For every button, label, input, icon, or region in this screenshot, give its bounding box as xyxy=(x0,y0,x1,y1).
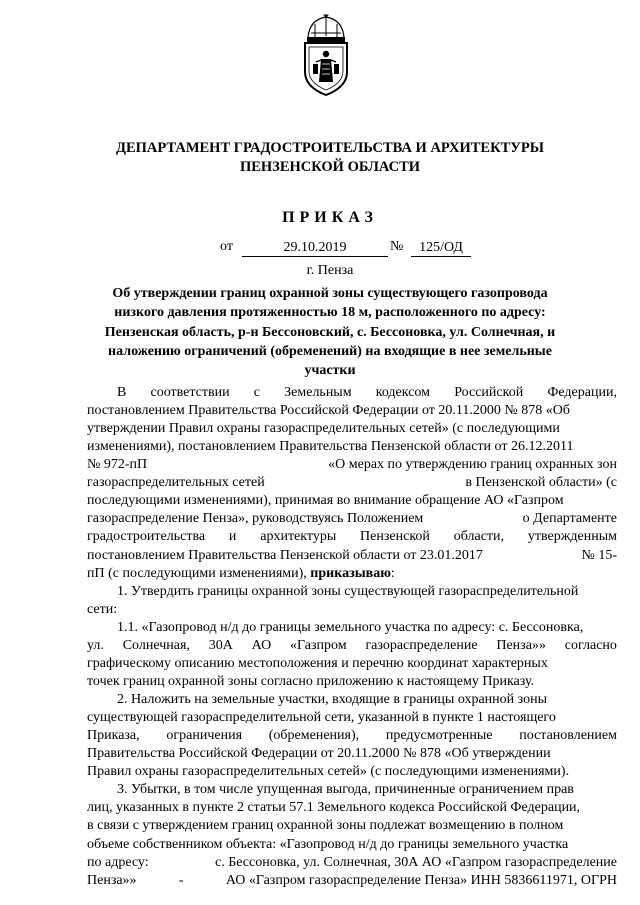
text-segment: кодексом xyxy=(375,385,431,400)
text-segment: постановлением xyxy=(519,728,617,744)
text-segment: согласно xyxy=(564,637,617,653)
text-segment: 30А xyxy=(208,637,233,653)
body-line xyxy=(87,655,548,673)
text-segment: Российской xyxy=(454,385,524,400)
subject-line: низкого давления протяженностью 18 м, расположенного по адресу: xyxy=(114,305,546,321)
body-line xyxy=(87,727,617,745)
body-line xyxy=(87,872,617,890)
text-segment: № 972-пП xyxy=(87,457,148,473)
body-line xyxy=(87,547,617,565)
text-segment: изменениями), постановлением Правительства Пензенской области от 26.12.2011 xyxy=(87,439,574,455)
body-line xyxy=(87,709,556,727)
text-segment: 2. Наложить на земельные участки, входящие в границы охранной зоны xyxy=(117,692,548,708)
text-segment: лиц, указанных в пункте 2 статьи 57.1 Земельного кодекса Российской Федерации, xyxy=(87,800,581,816)
text-segment: «Газпром xyxy=(290,637,347,653)
text-segment: с. Бессоновка, ул. Солнечная, 30А АО «Газпром газораспределение xyxy=(214,854,617,870)
body-line xyxy=(87,799,580,817)
text-segment: в Пензенской области» (с xyxy=(465,475,617,491)
text-segment: Солнечная, xyxy=(122,637,190,653)
text-segment: «О мерах по утверждению границ охранных зон xyxy=(328,457,617,473)
body-line xyxy=(117,583,578,601)
subject-line: Пензенская область, р-н Бессоновский, с. Бессоновка, ул. Солнечная, и xyxy=(104,324,556,340)
text-segment: ул. xyxy=(87,637,104,653)
order-date: 29.10.2019 xyxy=(242,239,388,257)
text-segment: соответствии xyxy=(150,385,230,400)
body-line xyxy=(87,817,563,835)
text-segment: - xyxy=(178,872,184,888)
text-segment: и xyxy=(228,529,237,545)
text-segment: № 15- xyxy=(581,547,617,563)
text-segment: Пенза»» xyxy=(87,872,137,888)
text-segment: предусмотренные xyxy=(385,728,493,744)
text-segment: В xyxy=(117,385,127,400)
text-segment: пП (с последующими изменениями), xyxy=(87,565,311,581)
text-segment: о Департаменте xyxy=(522,511,617,527)
body-line xyxy=(87,474,617,492)
number-label: № xyxy=(390,239,404,254)
text-segment: архитектуры xyxy=(260,529,337,545)
text-segment: ограничения xyxy=(166,728,243,744)
body-line xyxy=(87,836,568,854)
body-line xyxy=(117,384,617,402)
date-label: от xyxy=(220,239,233,254)
text-segment: по адресу: xyxy=(87,854,149,870)
text-segment: объеме собственником объекта: «Газопровод н/д до границы земельного участка xyxy=(87,836,569,852)
city: г. Пенза xyxy=(306,263,354,278)
text-segment: области, xyxy=(453,529,505,545)
body-line xyxy=(117,781,574,799)
department-name-line-2: ПЕНЗЕНСКОЙ ОБЛАСТИ xyxy=(239,159,421,175)
text-segment: градостроительства xyxy=(87,529,206,545)
subject-line: участки xyxy=(304,363,356,379)
text-segment: в связи с утверждением границ охранной зоны подлежат возмещению в полном xyxy=(87,818,564,834)
body-line xyxy=(87,456,617,474)
text-segment: 1. Утвердить границы охранной зоны существующей газораспределительной xyxy=(117,583,579,599)
text-segment: Пенза»» xyxy=(496,637,546,653)
body-line xyxy=(87,637,617,655)
body-line xyxy=(87,528,617,546)
text-segment: АО «Газпром газораспределение Пенза» ИНН 5836611971, ОГРН xyxy=(225,872,617,888)
text-segment: газораспределение Пенза», руководствуясь Положением xyxy=(87,511,424,527)
department-name-line-1: ДЕПАРТАМЕНТ ГРАДОСТРОИТЕЛЬСТВА И АРХИТЕКТУРЫ xyxy=(115,140,545,156)
text-segment: (обременения), xyxy=(268,728,360,744)
order-number: 125/ОД xyxy=(411,239,471,257)
body-line xyxy=(87,763,569,781)
body-line xyxy=(87,438,573,456)
text-segment: постановлением Правительства Российской Федерации от 20.11.2000 № 878 «Об xyxy=(87,403,570,419)
directive-word: приказываю xyxy=(310,565,391,581)
text-segment: Пензенской xyxy=(360,529,430,545)
text-segment: АО xyxy=(251,637,272,653)
body-line xyxy=(87,402,570,420)
body-line xyxy=(87,492,564,510)
body-line xyxy=(87,420,560,438)
text-segment: утверждении Правил охраны газораспределительных сетей» (с последующими xyxy=(87,421,560,437)
text-segment: газораспределительных сетей xyxy=(87,475,265,491)
body-line xyxy=(87,854,617,872)
text-segment: : xyxy=(390,565,395,581)
text-segment: Правительства Российской Федерации от 20.11.2000 № 878 «Об утверждении xyxy=(87,746,551,762)
text-segment: с xyxy=(253,385,260,400)
subject-line: Об утверждении границ охранной зоны существующего газопровода xyxy=(112,286,548,301)
body-line xyxy=(87,673,534,691)
text-segment: Земельным xyxy=(284,385,352,400)
body-line xyxy=(117,619,583,637)
text-segment: 3. Убытки, в том числе упущенная выгода, причиненные ограничением прав xyxy=(117,782,574,798)
text-segment: 1.1. «Газопровод н/д до границы земельного участка по адресу: с. Бессоновка, xyxy=(117,619,584,635)
text-segment: точек границ охранной зоны согласно приложению к настоящему Приказу. xyxy=(87,673,535,689)
text-segment: сети: xyxy=(87,601,118,617)
text-segment: постановлением Правительства Пензенской области от 23.01.2017 xyxy=(87,547,483,563)
text-segment: существующей газораспределительной сети, указанной в пункте 1 настоящего xyxy=(87,710,556,726)
text-segment: утвержденным xyxy=(527,529,617,545)
body-line xyxy=(87,745,551,763)
text-segment: Правил охраны газораспределительных сетей» (с последующими изменениями). xyxy=(87,764,570,780)
text-segment: графическому описанию местоположения и перечню координат характерных xyxy=(87,655,548,671)
order-title: ПРИКАЗ xyxy=(282,209,378,226)
body-line xyxy=(117,691,547,709)
text-segment: газораспределение xyxy=(365,637,478,653)
body-line xyxy=(87,510,617,528)
body-line xyxy=(87,601,117,619)
subject-line: наложению ограничений (обременений) на входящие в нее земельные xyxy=(108,343,552,359)
text-segment: последующими изменениями), принимая во внимание обращение АО «Газпром xyxy=(87,493,564,509)
body-line xyxy=(87,565,395,583)
text-segment: Приказа, xyxy=(87,728,140,744)
text-segment: Федерации, xyxy=(547,385,617,400)
